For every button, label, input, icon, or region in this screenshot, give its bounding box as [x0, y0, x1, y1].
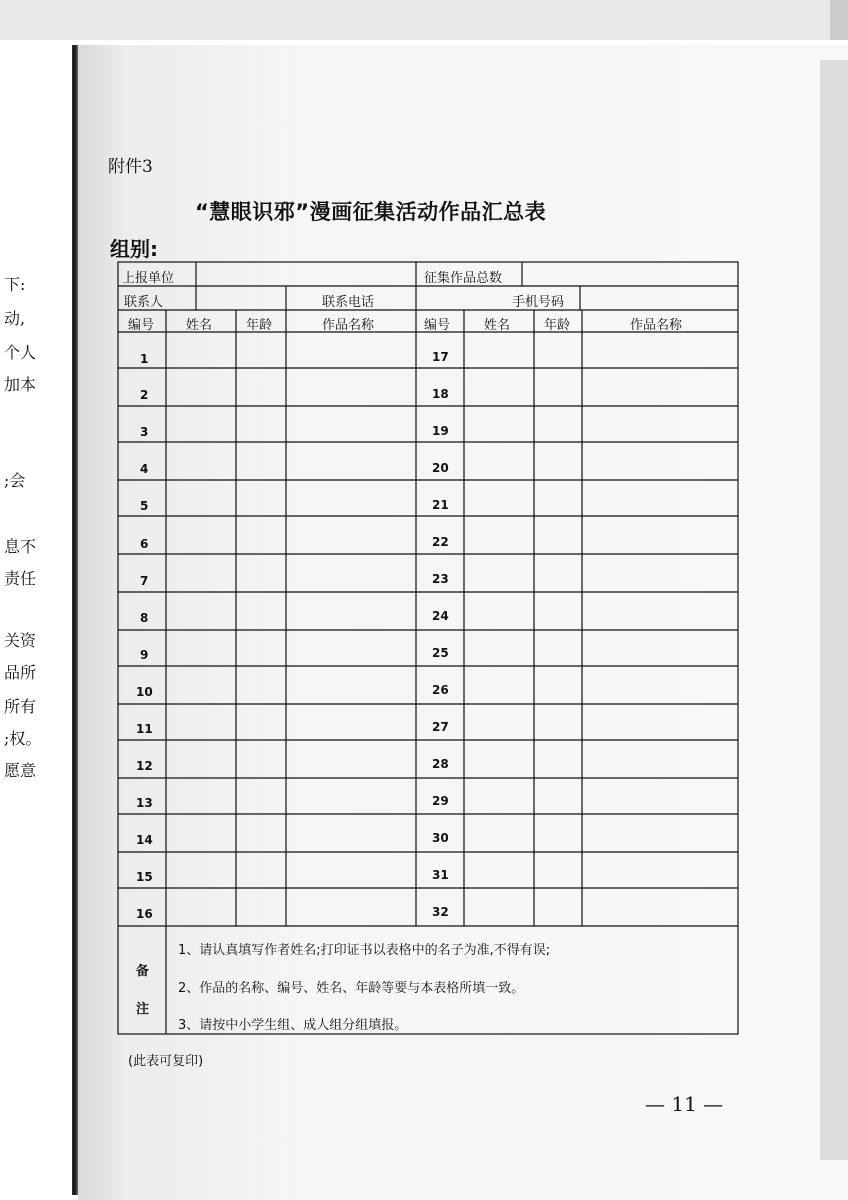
facing-text-fragment: ;会: [4, 471, 26, 490]
facing-text-fragment: 责任: [4, 569, 37, 588]
total-works-label: 征集作品总数: [424, 271, 503, 286]
row-number: 1: [140, 352, 149, 366]
row-number: 23: [432, 572, 449, 586]
row-number: 27: [432, 720, 449, 734]
row-number: 30: [432, 831, 449, 845]
row-number: 17: [432, 350, 449, 364]
row-number: 8: [140, 611, 149, 625]
row-number: 25: [432, 646, 449, 660]
copy-note: (此表可复印): [128, 1054, 204, 1069]
contact-label: 联系人: [124, 295, 164, 310]
facing-text-fragment: 动,: [4, 309, 26, 328]
column-header: 年龄: [544, 318, 571, 333]
row-number: 22: [432, 535, 449, 549]
row-number: 11: [136, 722, 153, 736]
row-number: 28: [432, 757, 449, 771]
facing-text-fragment: 加本: [4, 375, 37, 394]
row-number: 26: [432, 683, 449, 697]
facing-text-fragment: 个人: [4, 343, 37, 362]
row-number: 13: [136, 796, 153, 810]
row-number: 10: [136, 685, 153, 699]
row-number: 15: [136, 870, 153, 884]
row-number: 14: [136, 833, 153, 847]
row-number: 5: [140, 499, 149, 513]
facing-text-fragment: 关资: [4, 631, 37, 650]
row-number: 24: [432, 609, 449, 623]
facing-text-fragment: ;权。: [4, 729, 42, 748]
row-number: 7: [140, 574, 149, 588]
row-number: 9: [140, 648, 149, 662]
row-number: 4: [140, 462, 149, 476]
facing-text-fragment: 下:: [4, 275, 26, 294]
column-header: 作品名称: [630, 318, 683, 333]
row-number: 29: [432, 794, 449, 808]
column-header: 年龄: [246, 318, 273, 333]
page-number: — 11 —: [645, 1092, 724, 1116]
row-number: 12: [136, 759, 153, 773]
row-number: 32: [432, 905, 449, 919]
column-header: 编号: [128, 318, 155, 333]
group-label: 组别:: [110, 237, 158, 261]
attachment-label: 附件3: [108, 157, 153, 177]
row-number: 18: [432, 387, 449, 401]
page-title: “慧眼识邪”漫画征集活动作品汇总表: [195, 200, 547, 224]
facing-text-fragment: 品所: [4, 663, 37, 682]
column-header: 姓名: [484, 318, 511, 333]
column-header: 编号: [424, 318, 451, 333]
row-number: 16: [136, 907, 153, 921]
facing-text-fragment: 息不: [4, 537, 37, 556]
row-number: 31: [432, 868, 449, 882]
row-number: 3: [140, 425, 149, 439]
row-number: 21: [432, 498, 449, 512]
column-header: 姓名: [186, 318, 213, 333]
row-number: 20: [432, 461, 449, 475]
row-number: 6: [140, 537, 149, 551]
facing-text-fragment: 愿意: [4, 761, 37, 780]
row-number: 19: [432, 424, 449, 438]
note-line: 3、请按中小学生组、成人组分组填报。: [178, 1018, 408, 1033]
phone-label: 联系电话: [322, 295, 375, 310]
note-line: 2、作品的名称、编号、姓名、年龄等要与本表格所填一致。: [178, 981, 525, 996]
notes-label-char: 注: [136, 1002, 150, 1017]
note-line: 1、请认真填写作者姓名;打印证书以表格中的名子为准,不得有误;: [178, 943, 551, 958]
notes-label-char: 备: [136, 964, 150, 979]
facing-text-fragment: 所有: [4, 697, 37, 716]
column-header: 作品名称: [322, 318, 375, 333]
mobile-label: 手机号码: [512, 295, 565, 310]
row-number: 2: [140, 388, 149, 402]
unit-label: 上报单位: [122, 271, 175, 286]
